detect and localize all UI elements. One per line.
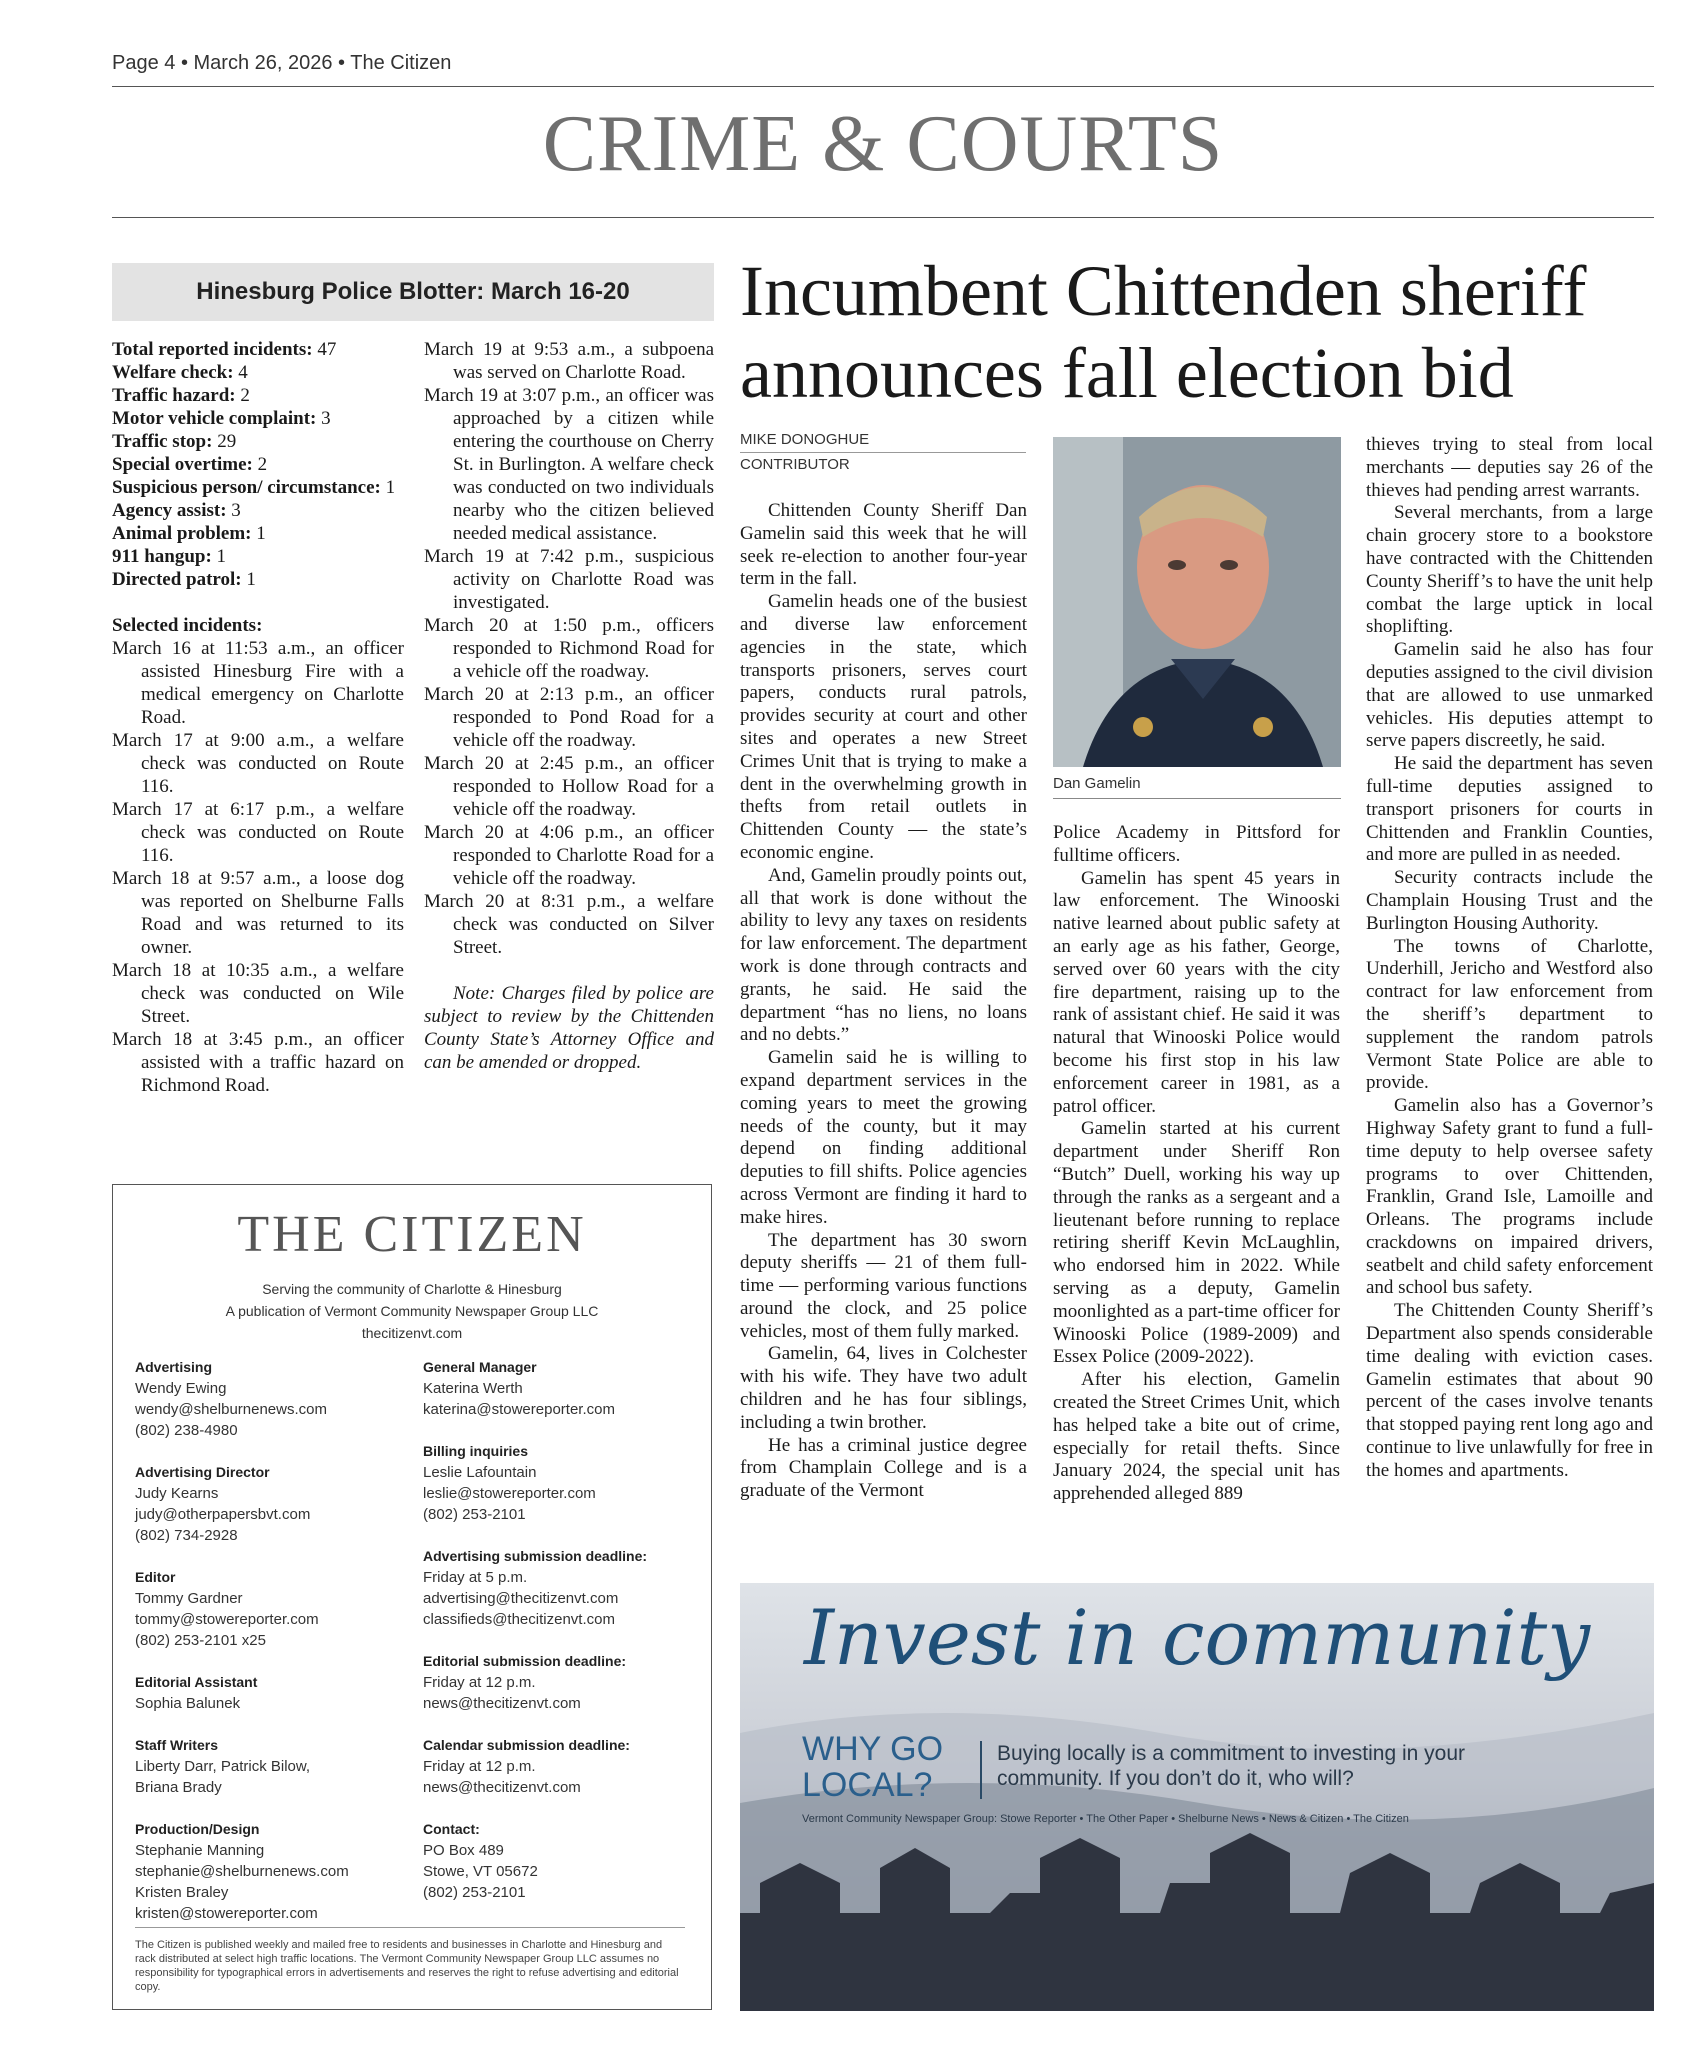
staff-line: PO Box 489: [423, 1842, 504, 1859]
stat-label: Motor vehicle complaint:: [112, 408, 317, 429]
stat-value: 2: [257, 454, 268, 475]
stat-label: Directed patrol:: [112, 569, 242, 590]
staff-line: (802) 734-2928: [135, 1527, 238, 1544]
staff-entry: [423, 1819, 693, 1903]
article-paragraph: And, Gamelin proudly points out, all that work is done without the ability to levy any taxes on residents for law enforcement. The department work is done through contracts and grants, he said. He said the department “has no liens, no loans and no debts.”: [740, 864, 1027, 1046]
staff-line: Katerina Werth: [423, 1380, 523, 1397]
staff-entry: [423, 1441, 693, 1525]
staff-column-left: [135, 1357, 405, 1945]
article-paragraph: Gamelin also has a Governor’s Highway Safety grant to fund a full-time deputy to help oversee safety programs to over Chittenden, Franklin, Grand Isle, Lamoille and Orleans. The programs include crackdowns on impaired drivers, seatbelt and child safety enforcement and school bus safety.: [1366, 1095, 1653, 1299]
blotter-stat: [112, 522, 404, 545]
stat-label: Agency assist:: [112, 500, 227, 521]
staff-line: Stephanie Manning: [135, 1842, 265, 1859]
stat-value: 3: [321, 408, 331, 429]
article-column-3: [1366, 434, 1653, 1483]
staff-role: Production/Design: [135, 1821, 260, 1837]
stat-value: 29: [217, 431, 237, 452]
blotter-header: Hinesburg Police Blotter: March 16-20: [112, 263, 714, 321]
incident-item: March 18 at 10:35 a.m., a welfare check was conducted on Wile Street.: [112, 960, 404, 1027]
portrait-illustration: [1053, 437, 1341, 767]
staff-role: Calendar submission deadline:: [423, 1737, 630, 1753]
article-paragraph: The Chittenden County Sheriff’s Department also spends considerable time dealing with eviction cases. Gamelin estimates that about 90 percent of the cases involve tenants that stopped paying rent long ago and continue to live unlawfully for free in the homes and apartments.: [1366, 1300, 1653, 1481]
ad-footer: Vermont Community Newspaper Group: Stowe Reporter • The Other Paper • Shelburne News • News & Citizen • The Citizen: [802, 1813, 1409, 1825]
staff-role: Contact:: [423, 1821, 480, 1837]
stat-value: 47: [317, 339, 337, 360]
stat-label: Traffic stop:: [112, 431, 213, 452]
stat-label: Traffic hazard:: [112, 385, 236, 406]
staff-line: wendy@shelburnenews.com: [135, 1401, 327, 1418]
incident-item: March 17 at 9:00 a.m., a welfare check was conducted on Route 116.: [112, 730, 404, 797]
incident-item: March 20 at 2:13 p.m., an officer responded to Pond Road for a vehicle off the roadway.: [424, 684, 714, 751]
staff-role: General Manager: [423, 1359, 537, 1375]
staff-entry: [423, 1357, 693, 1420]
masthead-tagline: Serving the community of Charlotte & Hinesburg: [262, 1281, 562, 1297]
stat-label: Welfare check:: [112, 362, 234, 383]
blotter-stat: [112, 545, 404, 568]
staff-line: Stowe, VT 05672: [423, 1863, 538, 1880]
blotter-column-1: [112, 338, 404, 1097]
article-paragraph: Gamelin said he also has four deputies assigned to the civil division that are allowed to use unmarked vehicles. His deputies attempt to serve papers discreetly, he said.: [1366, 639, 1653, 752]
staff-line: Tommy Gardner: [135, 1590, 243, 1607]
folio-line: Page 4 • March 26, 2026 • The Citizen: [112, 52, 452, 74]
staff-entry: [135, 1567, 405, 1651]
staff-entry: [423, 1651, 693, 1714]
stat-value: 1: [216, 546, 227, 567]
incident-list-2: [424, 338, 714, 959]
staff-line: kristen@stowereporter.com: [135, 1905, 318, 1922]
blotter-stat: [112, 361, 404, 384]
staff-entry: [423, 1735, 693, 1798]
blotter-note: Note: Charges filed by police are subject to review by the Chittenden County State’s Attorney Office and can be amended or dropped.: [424, 983, 714, 1073]
blotter-stat: [112, 384, 404, 407]
stat-value: 1: [246, 569, 256, 590]
ad-copy: Buying locally is a commitment to investing in your community. If you don’t do it, who will?: [997, 1742, 1466, 1790]
article-paragraph: Gamelin said he is willing to expand department services in the coming years to meet the growing needs of the county, but it may depend on finding additional deputies to fill shifts. Police agencies across Vermont are finding it hard to make hires.: [740, 1047, 1027, 1228]
staff-entry: [135, 1735, 405, 1798]
staff-line: Liberty Darr, Patrick Bilow,: [135, 1758, 311, 1775]
staff-line: leslie@stowereporter.com: [423, 1485, 596, 1502]
article-paragraph: The towns of Charlotte, Underhill, Jericho and Westford also contract for law enforcement from the sheriff’s department to supplement the random patrols Vermont State Police are able to provide.: [1366, 935, 1653, 1094]
masthead-website[interactable]: thecitizenvt.com: [361, 1325, 463, 1341]
staff-role: Editor: [135, 1569, 176, 1585]
author-role: CONTRIBUTOR: [740, 456, 850, 473]
article-column-1: [740, 500, 1027, 1503]
stat-value: 4: [238, 362, 248, 383]
staff-role: Editorial Assistant: [135, 1674, 258, 1690]
sheriff-photo: [1053, 437, 1341, 767]
staff-line: (802) 238-4980: [135, 1422, 238, 1439]
photo-caption: Dan Gamelin: [1053, 775, 1341, 799]
staff-line: Friday at 12 p.m.: [423, 1758, 536, 1775]
article-paragraph: Gamelin, 64, lives in Colchester with his wife. They have two adult children and he has four siblings, including a twin brother.: [740, 1343, 1027, 1433]
ad-title: Invest in community: [803, 1593, 1591, 1682]
blotter-stat: [112, 338, 404, 361]
article-paragraph: He said the department has seven full-time deputies assigned to transport prisoners for courts in Chittenden and Franklin Counties, and more are pulled in as needed.: [1366, 753, 1653, 866]
article-headline: Incumbent Chittenden sheriff announces fall election bid: [740, 251, 1587, 413]
blotter-stats: [112, 338, 404, 591]
staff-line: Leslie Lafountain: [423, 1464, 537, 1481]
stat-value: 1: [385, 477, 396, 498]
article-column-2: [1053, 822, 1340, 1506]
article-col2-lead: Police Academy in Pittsford for fulltime officers.: [1053, 822, 1340, 866]
staff-line: (802) 253-2101 x25: [135, 1632, 266, 1649]
blotter-stat: [112, 430, 404, 453]
blotter-stat: [112, 476, 404, 499]
incident-item: March 17 at 6:17 p.m., a welfare check was conducted on Route 116.: [112, 799, 404, 866]
staff-line: Friday at 12 p.m.: [423, 1674, 536, 1691]
selected-incidents-heading: Selected incidents:: [112, 615, 263, 636]
stat-label: Special overtime:: [112, 454, 253, 475]
masthead-box: [112, 1184, 712, 2010]
staff-line: Kristen Braley: [135, 1884, 229, 1901]
staff-entry: [135, 1462, 405, 1546]
staff-entry: [135, 1819, 405, 1924]
ad-why-go-local: WHY GO LOCAL?: [802, 1730, 944, 1804]
blotter-stat: [112, 453, 404, 476]
staff-role: Advertising submission deadline:: [423, 1548, 648, 1564]
incident-item: March 20 at 1:50 p.m., officers responded to Richmond Road for a vehicle off the roadway.: [424, 615, 714, 682]
article-paragraph: After his election, Gamelin created the Street Crimes Unit, which has helped take a bite out of crime, especially for retail thefts. Since January 2024, the special unit has apprehended alleged 889: [1053, 1369, 1340, 1505]
incident-item: March 19 at 3:07 p.m., an officer was approached by a citizen while entering the courthouse on Cherry St. in Burlington. A welfare check was conducted on two individuals nearby who the citizen believed needed medical assistance.: [424, 385, 714, 544]
incident-item: March 20 at 8:31 p.m., a welfare check was conducted on Silver Street.: [424, 891, 714, 958]
article-paragraph: Gamelin heads one of the busiest and diverse law enforcement agencies in the state, which transports prisoners, serves court papers, conducts rural patrols, provides security at court and other sites and operates a new Street Crimes Unit that is trying to make a dent in the overwhelming growth in thefts from retail outlets in Chittenden County — the state’s economic engine.: [740, 591, 1027, 863]
author-name: MIKE DONOGHUE: [740, 431, 870, 448]
staff-role: Billing inquiries: [423, 1443, 529, 1459]
incident-item: March 20 at 4:06 p.m., an officer responded to Charlotte Road for a vehicle off the roadway.: [424, 822, 714, 889]
staff-entry: [423, 1546, 693, 1630]
invest-in-community-ad[interactable]: [740, 1583, 1654, 2011]
staff-line: (802) 253-2101: [423, 1506, 526, 1523]
blotter-stat: [112, 407, 404, 430]
masthead-footer: The Citizen is published weekly and mailed free to residents and businesses in Charlotte and Hinesburg and rack distributed at select high traffic locations. The Vermont Community Newspaper Group LLC assumes no responsibility for typographical errors in advertisements and reserves the right to refuse advertising and editorial copy.: [135, 1927, 685, 1994]
incident-item: March 19 at 7:42 p.m., suspicious activity on Charlotte Road was investigated.: [424, 546, 714, 613]
staff-line: tommy@stowereporter.com: [135, 1611, 319, 1628]
section-rule: [112, 217, 1654, 218]
staff-entry: [135, 1357, 405, 1441]
staff-role: Advertising: [135, 1359, 213, 1375]
incident-item: March 18 at 9:57 a.m., a loose dog was reported on Shelburne Falls Road and was returned to its owner.: [112, 868, 404, 958]
staff-line: Wendy Ewing: [135, 1380, 227, 1397]
article-paragraph: Security contracts include the Champlain Housing Trust and the Burlington Housing Authority.: [1366, 867, 1653, 934]
incident-item: March 16 at 11:53 a.m., an officer assisted Hinesburg Fire with a medical emergency on Charlotte Road.: [112, 638, 404, 728]
ad-divider: [980, 1741, 982, 1799]
blotter-stat: [112, 499, 404, 522]
blotter-stat: [112, 568, 404, 591]
staff-line: judy@otherpapersbvt.com: [135, 1506, 311, 1523]
masthead-publisher: A publication of Vermont Community Newspaper Group LLC: [225, 1303, 599, 1319]
staff-line: classifieds@thecitizenvt.com: [423, 1611, 615, 1628]
article-paragraph: He has a criminal justice degree from Champlain College and is a graduate of the Vermont: [740, 1434, 1027, 1502]
byline-rule: [740, 452, 1026, 453]
staff-line: katerina@stowereporter.com: [423, 1401, 615, 1418]
staff-column-right: [423, 1357, 693, 1924]
staff-line: advertising@thecitizenvt.com: [423, 1590, 619, 1607]
staff-line: stephanie@shelburnenews.com: [135, 1863, 349, 1880]
staff-line: Judy Kearns: [135, 1485, 219, 1502]
incident-item: March 19 at 9:53 a.m., a subpoena was served on Charlotte Road.: [424, 339, 714, 383]
incident-item: March 18 at 3:45 p.m., an officer assisted with a traffic hazard on Richmond Road.: [112, 1029, 404, 1096]
incident-list-1: [112, 637, 404, 1097]
article-paragraph: Several merchants, from a large chain grocery store to a bookstore have contracted with the Chittenden County Sheriff’s to have the unit help combat the large uptick in local shoplifting.: [1366, 502, 1653, 638]
stat-value: 3: [231, 500, 241, 521]
top-rule: [112, 86, 1654, 87]
article-paragraph: The department has 30 sworn deputy sheriffs — 21 of them full-time — performing various functions around the clock, and 25 police vehicles, most of them fully marked.: [740, 1229, 1027, 1342]
article-paragraph: Chittenden County Sheriff Dan Gamelin said this week that he will seek re-election to another four-year term in the fall.: [740, 500, 1027, 590]
staff-line: Friday at 5 p.m.: [423, 1569, 528, 1586]
stat-label: 911 hangup:: [112, 546, 212, 567]
stat-label: Total reported incidents:: [112, 339, 313, 360]
stat-value: 2: [240, 385, 250, 406]
stat-value: 1: [256, 523, 266, 544]
section-title: CRIME & COURTS: [542, 100, 1224, 188]
staff-role: Advertising Director: [135, 1464, 270, 1480]
staff-line: (802) 253-2101: [423, 1884, 526, 1901]
stat-label: Suspicious person/ circumstance:: [112, 477, 381, 498]
staff-line: news@thecitizenvt.com: [423, 1779, 581, 1796]
article-paragraph: Gamelin has spent 45 years in law enforcement. The Winooski native learned about public safety at an early age as his father, George, served over 60 years with the city fire department, raising up to the rank of assistant chief. He said it was natural that Winooski Police would become his first stop in his law enforcement career in 1981, as a patrol officer.: [1053, 867, 1340, 1117]
article-paragraph: Gamelin started at his current department under Sheriff Ron “Butch” Duell, working his way up through the ranks as a sergeant and a lieutenant before running to replace retiring sheriff Kevin McLaughlin, who endorsed him in 2022. While serving as a deputy, Gamelin moonlighted as a part-time officer for Winooski Police (1989-2009) and Essex Police (2009-2022).: [1053, 1118, 1340, 1368]
staff-line: Sophia Balunek: [135, 1695, 241, 1712]
staff-role: Staff Writers: [135, 1737, 218, 1753]
citizen-logo: THE CITIZEN: [237, 1206, 587, 1263]
blotter-column-2: [424, 338, 714, 1074]
incident-item: March 20 at 2:45 p.m., an officer responded to Hollow Road for a vehicle off the roadway.: [424, 753, 714, 820]
staff-entry: [135, 1672, 405, 1714]
staff-line: news@thecitizenvt.com: [423, 1695, 581, 1712]
article-col3-lead: thieves trying to steal from local merchants — deputies say 26 of the thieves had pending arrest warrants.: [1366, 434, 1653, 501]
staff-role: Editorial submission deadline:: [423, 1653, 627, 1669]
staff-line: Briana Brady: [135, 1779, 222, 1796]
stat-label: Animal problem:: [112, 523, 252, 544]
